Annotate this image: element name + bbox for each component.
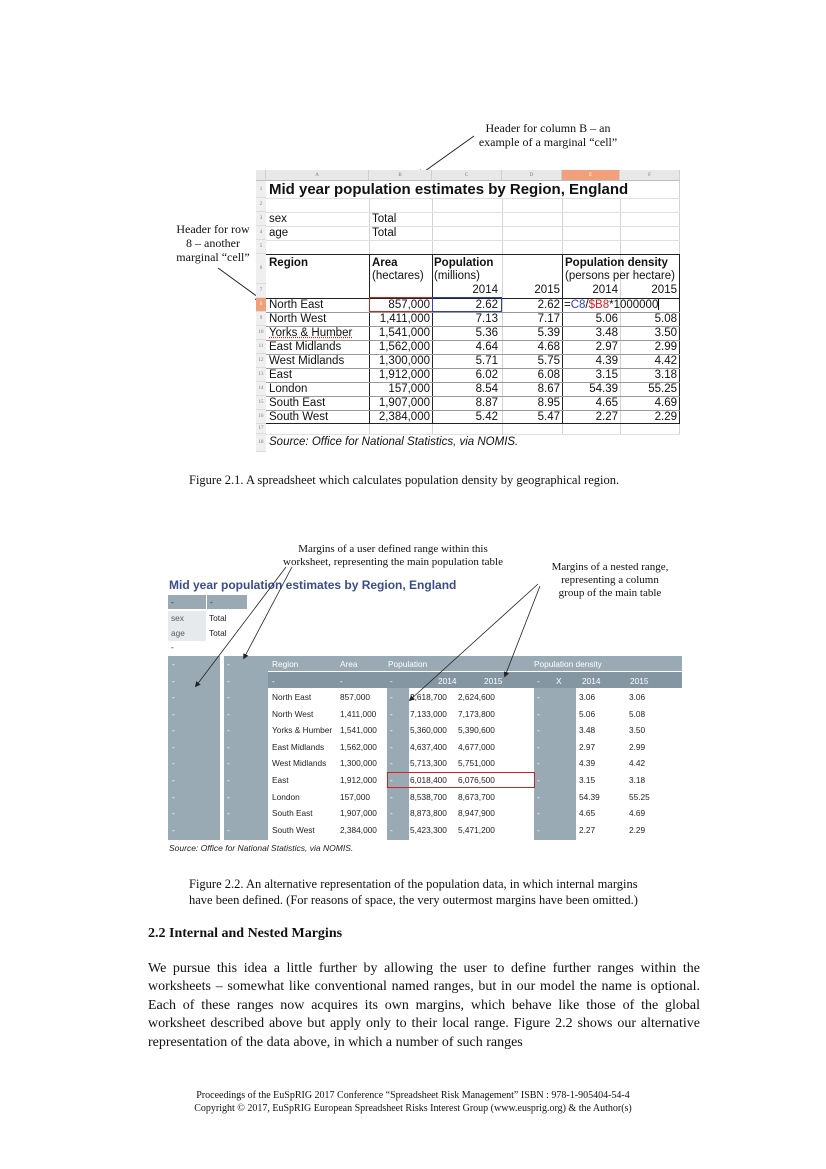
cell-area[interactable]: 1,912,000 xyxy=(378,369,430,381)
dash: - xyxy=(537,692,540,702)
cell-pop-2014[interactable]: 5.42 xyxy=(475,411,498,423)
cell-density-2015[interactable]: 5.08 xyxy=(629,708,646,719)
cell-pop-2014[interactable]: 7,133,000 xyxy=(410,708,447,719)
cell-density-2014[interactable]: 4.65 xyxy=(579,808,596,819)
dash: - xyxy=(172,741,175,752)
cell-pop-2015[interactable]: 4.68 xyxy=(537,341,560,353)
header-population-unit[interactable]: (millions) xyxy=(434,270,480,282)
dash: - xyxy=(172,692,175,702)
dash: - xyxy=(390,676,393,686)
section-heading: 2.2 Internal and Nested Margins xyxy=(148,926,343,941)
cell-density-2014[interactable]: 4.65 xyxy=(595,397,618,409)
age-value[interactable]: Total xyxy=(209,628,227,638)
dash: - xyxy=(227,708,230,719)
row-header-5[interactable]: 5 xyxy=(256,240,266,254)
sex-label[interactable]: sex xyxy=(269,213,287,225)
header-population[interactable]: Population xyxy=(434,257,494,269)
cell-region[interactable]: East Midlands xyxy=(269,341,342,353)
header-area[interactable]: Area xyxy=(372,257,398,269)
cell-density-2014[interactable]: 3.48 xyxy=(579,725,596,736)
sex-value[interactable]: Total xyxy=(209,613,227,623)
dash: - xyxy=(390,741,393,752)
cell-density-2014[interactable]: 2.27 xyxy=(579,824,596,835)
dash: - xyxy=(390,824,393,835)
row-header-14[interactable]: 14 xyxy=(256,382,266,396)
cell-area[interactable]: 157,000 xyxy=(388,383,430,395)
row-header-12[interactable]: 12 xyxy=(256,354,266,368)
dash: - xyxy=(340,676,343,686)
cell-region[interactable]: East xyxy=(269,369,293,381)
year-pop-2015[interactable]: 2015 xyxy=(484,676,503,686)
x-mark: X xyxy=(556,676,562,686)
cell-pop-2015[interactable]: 6,076,500 xyxy=(458,775,495,785)
cell-density-2015[interactable]: 3.18 xyxy=(629,775,646,785)
cell-density-2015[interactable]: 2.29 xyxy=(654,411,677,423)
age-label[interactable]: age xyxy=(269,227,289,239)
cell-pop-2015[interactable]: 5.75 xyxy=(537,355,560,367)
row-header-3[interactable]: 3 xyxy=(256,212,266,226)
dash: - xyxy=(537,708,540,719)
cell-area[interactable]: 1,541,000 xyxy=(340,725,377,736)
cell-density-2014[interactable]: 5.06 xyxy=(579,708,596,719)
row-header-10[interactable]: 10 xyxy=(256,326,266,340)
header-region[interactable]: Region xyxy=(272,659,299,669)
section-paragraph: We pursue this idea a little further by allowing the user to define further ranges within the worksheets – somewhat like conventional named ranges, but in our model the name is optional. Each of these ranges now acquires its own margins, which behave like those of the global worksheet described above but apply only to their local range. Figure 2.2 shows our alternative representation of the data above, in which a number of such ranges xyxy=(148,961,700,1050)
cell-pop-2015[interactable]: 8.67 xyxy=(537,383,560,395)
dash: - xyxy=(537,676,540,686)
cell-pop-2015[interactable]: 5.47 xyxy=(537,411,560,423)
dash: - xyxy=(227,659,230,669)
cell-pop-2014[interactable]: 2,618,700 xyxy=(410,692,447,702)
row-header-13[interactable]: 13 xyxy=(256,368,266,382)
cell-area[interactable]: 1,562,000 xyxy=(340,741,377,752)
annotation-row-8: Header for row 8 – another marginal “cell” xyxy=(176,222,250,264)
arrow-to-nested-density xyxy=(505,586,540,676)
year-density-2015[interactable]: 2015 xyxy=(651,284,677,296)
cell-density-2014[interactable]: 3.15 xyxy=(579,775,596,785)
cell-density-2015[interactable]: 4.42 xyxy=(629,758,646,769)
cell-region[interactable]: London xyxy=(272,791,300,802)
dash: - xyxy=(172,808,175,819)
cell-region[interactable]: Yorks & Humber xyxy=(269,327,353,339)
cell-pop-2015[interactable]: 2.62 xyxy=(537,299,560,311)
cell-pop-2015[interactable]: 8,673,700 xyxy=(458,791,495,802)
cell-pop-2014[interactable]: 8.87 xyxy=(475,397,498,409)
cell-pop-2014[interactable]: 8,538,700 xyxy=(410,791,447,802)
cell-area[interactable]: 1,907,000 xyxy=(378,397,430,409)
cell-area[interactable]: 1,907,000 xyxy=(340,808,377,819)
sheet-title[interactable]: Mid year population estimates by Region, England xyxy=(269,181,629,198)
cell-density-2015[interactable]: 5.08 xyxy=(654,313,677,325)
cell-region[interactable]: West Midlands xyxy=(269,355,345,367)
row-header-17[interactable]: 17 xyxy=(256,424,266,434)
column-header-f[interactable]: F xyxy=(620,170,680,181)
dash: - xyxy=(227,676,230,686)
cell-region[interactable]: South East xyxy=(272,808,313,819)
dash: - xyxy=(390,692,393,702)
cell-density-2014[interactable]: 3.48 xyxy=(595,327,618,339)
dash: - xyxy=(390,708,393,719)
cell-pop-2015[interactable]: 8,947,900 xyxy=(458,808,495,819)
year-pop-2014[interactable]: 2014 xyxy=(438,676,457,686)
cell-region[interactable]: East Midlands xyxy=(272,741,325,752)
cell-pop-2014[interactable]: 5,423,300 xyxy=(410,824,447,835)
row-header-4[interactable]: 4 xyxy=(256,226,266,240)
dash: - xyxy=(537,808,540,819)
year-pop-2014[interactable]: 2014 xyxy=(472,284,498,296)
cell-region[interactable]: Yorks & Humber xyxy=(272,725,333,736)
dash: - xyxy=(227,791,230,802)
formula-editor[interactable]: =C8/$B8*1000000 xyxy=(564,299,659,311)
cell-density-2015[interactable]: 2.99 xyxy=(629,741,646,752)
dash: - xyxy=(390,791,393,802)
dash: - xyxy=(172,725,175,736)
dash: - xyxy=(171,642,174,652)
row-header-16[interactable]: 16 xyxy=(256,410,266,424)
dash: - xyxy=(227,741,230,752)
figure1-caption: Figure 2.1. A spreadsheet which calculates population density by geographical region. xyxy=(189,473,620,487)
annotation-nested-range: Margins of a nested range, representing a column group of the main table xyxy=(551,561,669,599)
row-header-2[interactable]: 2 xyxy=(256,198,266,212)
cell-area[interactable]: 857,000 xyxy=(340,692,370,702)
cell-pop-2014[interactable]: 5.36 xyxy=(475,327,498,339)
cell-density-2014[interactable]: 2.27 xyxy=(595,411,618,423)
cell-region[interactable]: London xyxy=(269,383,308,395)
age-label[interactable]: age xyxy=(171,628,185,638)
column-header-c[interactable]: C xyxy=(432,170,502,181)
cell-density-2015[interactable]: 4.69 xyxy=(654,397,677,409)
dash: - xyxy=(227,808,230,819)
cell-area[interactable]: 157,000 xyxy=(340,791,370,802)
cell-area[interactable]: 1,300,000 xyxy=(340,758,377,769)
cell-pop-2015[interactable]: 7,173,800 xyxy=(458,708,495,719)
cell-region[interactable]: North East xyxy=(272,692,312,702)
dash: - xyxy=(210,597,213,607)
dash: - xyxy=(227,775,230,785)
arrow-to-outer-margin xyxy=(196,567,286,686)
dash: - xyxy=(390,775,393,785)
cell-region[interactable]: East xyxy=(272,775,289,785)
cell-pop-2014[interactable]: 4,637,400 xyxy=(410,741,447,752)
cell-area[interactable]: 1,912,000 xyxy=(340,775,377,785)
source-note[interactable]: Source: Office for National Statistics, via NOMIS. xyxy=(169,843,354,853)
dash: - xyxy=(390,808,393,819)
cell-pop-2015[interactable]: 6.08 xyxy=(537,369,560,381)
cell-pop-2015[interactable]: 2,624,600 xyxy=(458,692,495,702)
dash: - xyxy=(172,676,175,686)
cell-density-2014[interactable]: 54.39 xyxy=(579,791,600,802)
dash: - xyxy=(537,725,540,736)
cell-pop-2014[interactable]: 5,360,000 xyxy=(410,725,447,736)
cell-density-2015[interactable]: 3.18 xyxy=(654,369,677,381)
arrow-to-nested-pop xyxy=(410,584,538,700)
row-header-8[interactable]: 8 xyxy=(256,298,266,312)
cell-pop-2014[interactable]: 6,018,400 xyxy=(410,775,447,785)
row-header-6[interactable]: 6 xyxy=(256,254,266,284)
column-header-b[interactable]: B xyxy=(369,170,432,181)
cell-pop-2015[interactable]: 5,751,000 xyxy=(458,758,495,769)
row-header-1[interactable]: 1 xyxy=(256,181,266,198)
cell-density-2014[interactable]: 2.97 xyxy=(579,741,596,752)
year-density-2014[interactable]: 2014 xyxy=(592,284,618,296)
row-header-18[interactable]: 18 xyxy=(256,434,266,452)
cell-region[interactable]: North West xyxy=(269,313,327,325)
cell-density-2014[interactable]: 5.06 xyxy=(595,313,618,325)
sex-label[interactable]: sex xyxy=(171,613,184,623)
row-header-15[interactable]: 15 xyxy=(256,396,266,410)
dash: - xyxy=(227,725,230,736)
cell-area[interactable]: 1,411,000 xyxy=(379,313,430,325)
cell-density-2015[interactable]: 3.50 xyxy=(629,725,646,736)
year-pop-2015[interactable]: 2015 xyxy=(534,284,560,296)
header-region[interactable]: Region xyxy=(269,257,308,269)
cell-density-2014[interactable]: 4.39 xyxy=(595,355,618,367)
dash: - xyxy=(390,725,393,736)
header-density[interactable]: Population density xyxy=(534,659,602,669)
year-density-2015[interactable]: 2015 xyxy=(630,676,649,686)
dash: - xyxy=(272,676,275,686)
dash: - xyxy=(537,758,540,769)
row-header-11[interactable]: 11 xyxy=(256,340,266,354)
dash: - xyxy=(537,824,540,835)
cell-region[interactable]: South East xyxy=(269,397,326,409)
column-header-d[interactable]: D xyxy=(502,170,562,181)
header-density[interactable]: Population density xyxy=(565,257,668,269)
cell-density-2014[interactable]: 4.39 xyxy=(579,758,596,769)
cell-pop-2014[interactable]: 5.71 xyxy=(475,355,498,367)
cell-density-2015[interactable]: 55.25 xyxy=(629,791,650,802)
dash: - xyxy=(171,597,174,607)
cell-density-2015[interactable]: 4.69 xyxy=(629,808,646,819)
cell-pop-2015[interactable]: 5,471,200 xyxy=(458,824,495,835)
dash: - xyxy=(537,791,540,802)
cell-pop-2014[interactable]: 6.02 xyxy=(475,369,498,381)
annotation-column-b: Header for column B – an example of a marginal “cell” xyxy=(478,121,618,149)
year-density-2014[interactable]: 2014 xyxy=(582,676,601,686)
cell-pop-2014[interactable]: 5,713,300 xyxy=(410,758,447,769)
footer: Proceedings of the EuSpRIG 2017 Conference “Spreadsheet Risk Management” ISBN : 978-1-905404-54-4 Copyright © 2017, EuSpRIG European Spreadsheet Risks Interest Group (www.eusprig.org) & the Author(s) xyxy=(194,1090,632,1114)
cell-region[interactable]: North West xyxy=(272,708,314,719)
cell-region[interactable]: West Midlands xyxy=(272,758,327,769)
cell-density-2015[interactable]: 55.25 xyxy=(648,383,677,395)
cell-pop-2014[interactable]: 8.54 xyxy=(475,383,498,395)
row-header-9[interactable]: 9 xyxy=(256,312,266,326)
dash: - xyxy=(172,708,175,719)
dash: - xyxy=(537,775,540,785)
dash: - xyxy=(227,824,230,835)
cell-density-2014[interactable]: 54.39 xyxy=(589,383,618,395)
header-density-unit[interactable]: (persons per hectare) xyxy=(565,270,675,282)
cell-pop-2015[interactable]: 5,390,600 xyxy=(458,725,495,736)
dash: - xyxy=(172,775,175,785)
dash: - xyxy=(172,791,175,802)
header-area[interactable]: Area xyxy=(340,659,358,669)
cell-area[interactable]: 1,300,000 xyxy=(378,355,430,367)
dash: - xyxy=(227,692,230,702)
cell-density-2015[interactable]: 2.99 xyxy=(654,341,677,353)
cell-region[interactable]: South West xyxy=(269,411,329,423)
cell-pop-2015[interactable]: 7.17 xyxy=(537,313,560,325)
age-value[interactable]: Total xyxy=(372,227,397,239)
row-header-7[interactable]: 7 xyxy=(256,284,266,298)
column-header-a[interactable]: A xyxy=(266,170,369,181)
dash: - xyxy=(172,659,175,669)
cell-area[interactable]: 2,384,000 xyxy=(340,824,377,835)
column-header-e[interactable]: E xyxy=(562,170,620,181)
cell-density-2014[interactable]: 2.97 xyxy=(595,341,618,353)
cell-density-2015[interactable]: 4.42 xyxy=(654,355,677,367)
cell-density-2015[interactable]: 2.29 xyxy=(629,824,646,835)
cell-density-2014[interactable]: 3.15 xyxy=(595,369,618,381)
dash: - xyxy=(227,758,230,769)
cell-pop-2014[interactable]: 4.64 xyxy=(475,341,498,353)
header-area-unit[interactable]: (hectares) xyxy=(372,270,424,282)
dash: - xyxy=(390,758,393,769)
annotation-user-range: Margins of a user defined range within this worksheet, representing the main population table xyxy=(283,543,503,568)
figure2-caption: Figure 2.2. An alternative representation of the population data, in which internal margins have been defined. (For reasons of space, the very outermost margins have been omitted.) xyxy=(189,877,638,907)
cell-pop-2014[interactable]: 7.13 xyxy=(475,313,498,325)
source-note[interactable]: Source: Office for National Statistics, via NOMIS. xyxy=(269,436,519,448)
header-population[interactable]: Population xyxy=(388,659,428,669)
cell-area[interactable]: 857,000 xyxy=(388,299,430,311)
dash: - xyxy=(172,758,175,769)
cell-density-2014[interactable]: 3.06 xyxy=(579,692,596,702)
cell-pop-2014[interactable]: 8,873,800 xyxy=(410,808,447,819)
cell-pop-2015[interactable]: 5.39 xyxy=(537,327,560,339)
sheet-title[interactable]: Mid year population estimates by Region, England xyxy=(169,578,457,592)
dash: - xyxy=(537,741,540,752)
cell-pop-2015[interactable]: 8.95 xyxy=(537,397,560,409)
cell-density-2015[interactable]: 3.50 xyxy=(654,327,677,339)
cell-area[interactable]: 2,384,000 xyxy=(378,411,430,423)
cell-area[interactable]: 1,541,000 xyxy=(378,327,430,339)
cell-region[interactable]: South West xyxy=(272,824,315,835)
cell-area[interactable]: 1,411,000 xyxy=(340,708,377,719)
cell-density-2015[interactable]: 3.06 xyxy=(629,692,646,702)
cell-pop-2014[interactable]: 2.62 xyxy=(475,299,498,311)
cell-pop-2015[interactable]: 4,677,000 xyxy=(458,741,495,752)
cell-region[interactable]: North East xyxy=(269,299,324,311)
cell-area[interactable]: 1,562,000 xyxy=(378,341,430,353)
dash: - xyxy=(172,824,175,835)
sex-value[interactable]: Total xyxy=(372,213,397,225)
